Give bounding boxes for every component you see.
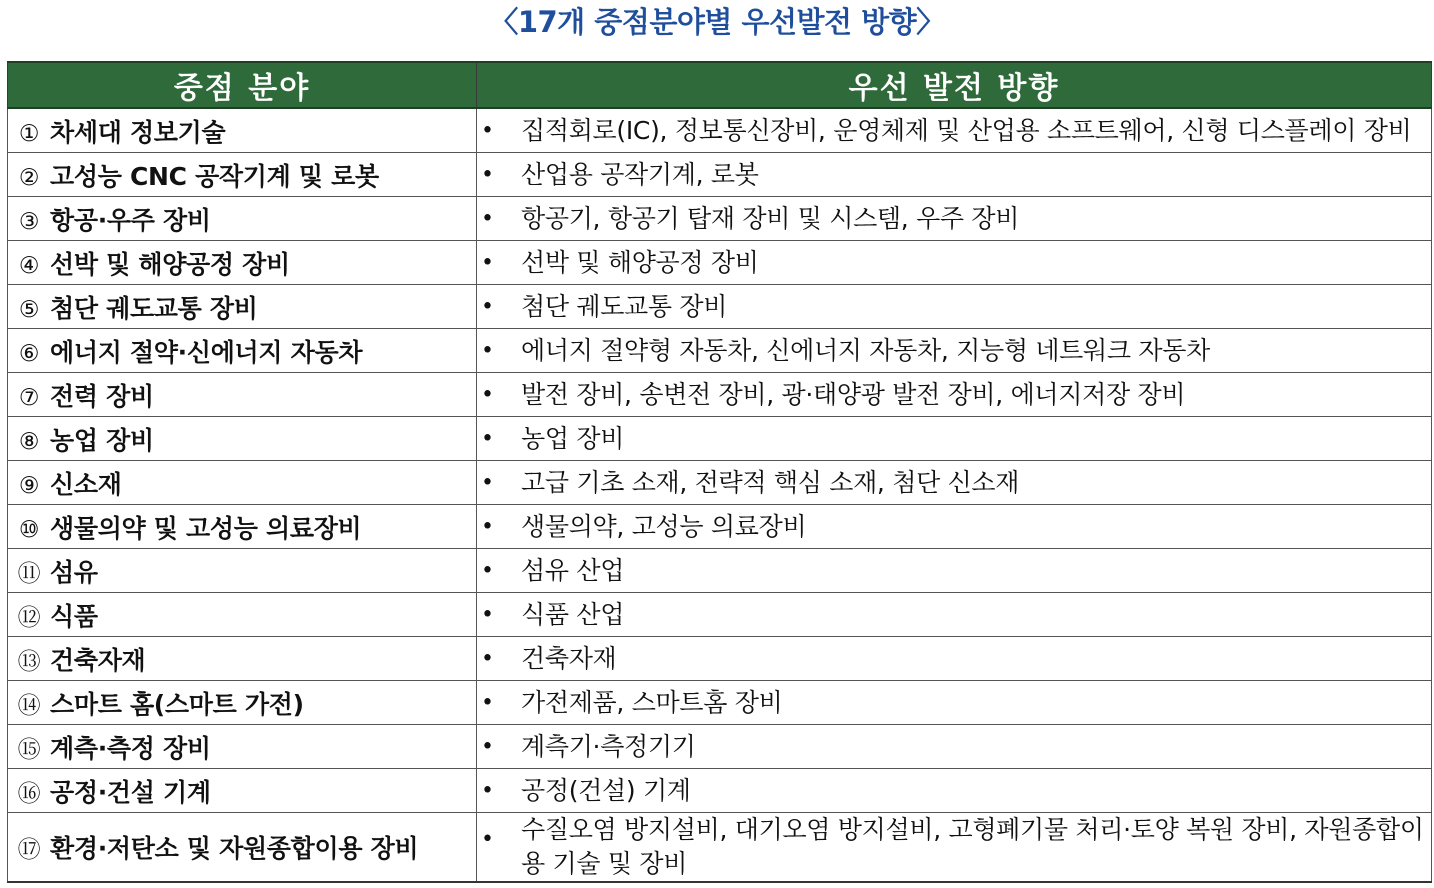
table-row — [8, 593, 1432, 637]
table-row — [8, 681, 1432, 725]
direction-cell — [477, 108, 1432, 153]
table-row — [8, 373, 1432, 417]
direction-text: 집적회로(IC), 정보통신장비, 운영체제 및 산업용 소프트웨어, 신형 디스플레이 장비 — [521, 115, 1412, 145]
priority-table — [7, 61, 1432, 883]
direction-text: 선박 및 해양공정 장비 — [521, 247, 759, 277]
bullet-icon: • — [481, 382, 494, 407]
area-cell — [8, 329, 477, 373]
area-label: 계측·측정 장비 — [50, 733, 211, 763]
direction-text: 산업용 공작기계, 로봇 — [521, 159, 759, 189]
bullet-icon: • — [481, 118, 494, 143]
row-number: ⑩ — [18, 516, 40, 543]
area-label: 식품 — [50, 601, 98, 631]
area-label: 항공·우주 장비 — [50, 205, 211, 235]
row-number: ⑯ — [17, 780, 41, 807]
table-row — [8, 153, 1432, 197]
area-label: 첨단 궤도교통 장비 — [50, 293, 258, 323]
direction-cell — [477, 417, 1432, 461]
header-direction: 우선 발전 방향 — [477, 62, 1432, 108]
direction-cell — [477, 373, 1432, 417]
row-number: ② — [18, 164, 40, 191]
row-number: ⑦ — [18, 384, 40, 411]
direction-cell — [477, 241, 1432, 285]
bullet-icon: • — [481, 426, 494, 451]
area-label: 스마트 홈(스마트 가전) — [50, 689, 304, 719]
area-label: 차세대 정보기술 — [50, 117, 226, 147]
table-row — [8, 769, 1432, 813]
direction-cell — [477, 681, 1432, 725]
row-number: ③ — [18, 208, 40, 235]
direction-text: 수질오염 방지설비, 대기오염 방지설비, 고형폐기물 처리·토양 복원 장비, 자원종합이용 기술 및 장비 — [521, 815, 1424, 878]
direction-text: 가전제품, 스마트홈 장비 — [521, 687, 783, 717]
direction-text: 에너지 절약형 자동차, 신에너지 자동차, 지능형 네트워크 자동차 — [521, 335, 1210, 365]
row-number: ⑰ — [17, 837, 41, 863]
bullet-icon: • — [481, 646, 494, 671]
direction-cell — [477, 549, 1432, 593]
table-row — [8, 461, 1432, 505]
area-cell — [8, 769, 477, 813]
table-row — [8, 197, 1432, 241]
direction-cell — [477, 153, 1432, 197]
bullet-icon: • — [481, 778, 494, 803]
bullet-icon: • — [481, 602, 494, 627]
bullet-icon: • — [481, 294, 494, 319]
area-label: 에너지 절약·신에너지 자동차 — [50, 337, 363, 367]
direction-cell — [477, 505, 1432, 549]
area-label: 선박 및 해양공정 장비 — [50, 249, 290, 279]
area-cell — [8, 285, 477, 329]
area-label: 섬유 — [50, 557, 98, 587]
header-area: 중점 분야 — [8, 62, 477, 108]
area-label: 전력 장비 — [50, 381, 154, 411]
table-row — [8, 241, 1432, 285]
area-cell — [8, 593, 477, 637]
direction-cell — [477, 813, 1432, 883]
direction-cell — [477, 593, 1432, 637]
bullet-icon: • — [481, 514, 494, 539]
row-number: ⑨ — [18, 472, 40, 499]
bullet-icon: • — [481, 734, 494, 759]
direction-text: 생물의약, 고성능 의료장비 — [521, 511, 807, 541]
area-label: 공정·건설 기계 — [50, 777, 211, 807]
area-cell — [8, 373, 477, 417]
area-label: 고성능 CNC 공작기계 및 로봇 — [50, 161, 379, 191]
area-cell — [8, 241, 477, 285]
area-cell — [8, 725, 477, 769]
row-number: ⑮ — [17, 736, 41, 763]
table-row — [8, 549, 1432, 593]
table-body — [8, 108, 1432, 882]
row-number: ⑥ — [18, 340, 40, 367]
area-cell — [8, 197, 477, 241]
row-number: ⑬ — [17, 648, 41, 675]
direction-cell — [477, 285, 1432, 329]
row-number: ⑤ — [18, 296, 40, 323]
table-row — [8, 725, 1432, 769]
area-cell — [8, 153, 477, 197]
row-number: ⑭ — [17, 692, 41, 719]
direction-text: 고급 기초 소재, 전략적 핵심 소재, 첨단 신소재 — [521, 467, 1020, 497]
direction-cell — [477, 725, 1432, 769]
direction-text: 계측기·측정기기 — [521, 731, 696, 761]
row-number: ④ — [18, 252, 40, 279]
direction-cell — [477, 461, 1432, 505]
bullet-icon: • — [481, 338, 494, 363]
page-title: 〈17개 중점분야별 우선발전 방향〉 — [489, 5, 945, 39]
direction-text: 건축자재 — [521, 643, 617, 673]
direction-text: 공정(건설) 기계 — [521, 775, 691, 805]
table-header — [8, 62, 1432, 108]
bullet-icon: • — [481, 162, 494, 187]
area-cell — [8, 461, 477, 505]
bullet-icon: • — [481, 827, 494, 852]
table-row — [8, 329, 1432, 373]
row-number: ⑧ — [18, 428, 40, 455]
direction-text: 발전 장비, 송변전 장비, 광·태양광 발전 장비, 에너지저장 장비 — [521, 379, 1186, 409]
direction-cell — [477, 329, 1432, 373]
table-row — [8, 505, 1432, 549]
bullet-icon: • — [481, 558, 494, 583]
area-cell — [8, 681, 477, 725]
direction-text: 첨단 궤도교통 장비 — [521, 291, 728, 321]
header-row — [8, 62, 1432, 108]
area-cell — [8, 417, 477, 461]
table-row — [8, 637, 1432, 681]
area-label: 생물의약 및 고성능 의료장비 — [50, 513, 362, 543]
area-cell — [8, 549, 477, 593]
direction-cell — [477, 197, 1432, 241]
table-row — [8, 108, 1432, 153]
area-cell — [8, 108, 477, 153]
area-label: 환경·저탄소 및 자원종합이용 장비 — [50, 834, 419, 863]
row-number: ⑫ — [17, 604, 41, 631]
table-row — [8, 285, 1432, 329]
table-row — [8, 813, 1432, 883]
direction-cell — [477, 769, 1432, 813]
direction-text: 섬유 산업 — [521, 555, 625, 585]
area-cell — [8, 505, 477, 549]
bullet-icon: • — [481, 690, 494, 715]
direction-cell — [477, 637, 1432, 681]
row-number: ① — [18, 120, 40, 147]
area-cell — [8, 813, 477, 883]
row-number: ⑪ — [17, 560, 41, 587]
area-cell — [8, 637, 477, 681]
direction-text: 농업 장비 — [521, 423, 625, 453]
direction-text: 식품 산업 — [521, 599, 625, 629]
direction-text: 항공기, 항공기 탑재 장비 및 시스템, 우주 장비 — [521, 203, 1020, 233]
area-label: 건축자재 — [50, 645, 146, 675]
area-label: 농업 장비 — [50, 425, 154, 455]
table-row — [8, 417, 1432, 461]
bullet-icon: • — [481, 206, 494, 231]
area-label: 신소재 — [50, 469, 122, 499]
bullet-icon: • — [481, 250, 494, 275]
bullet-icon: • — [481, 470, 494, 495]
